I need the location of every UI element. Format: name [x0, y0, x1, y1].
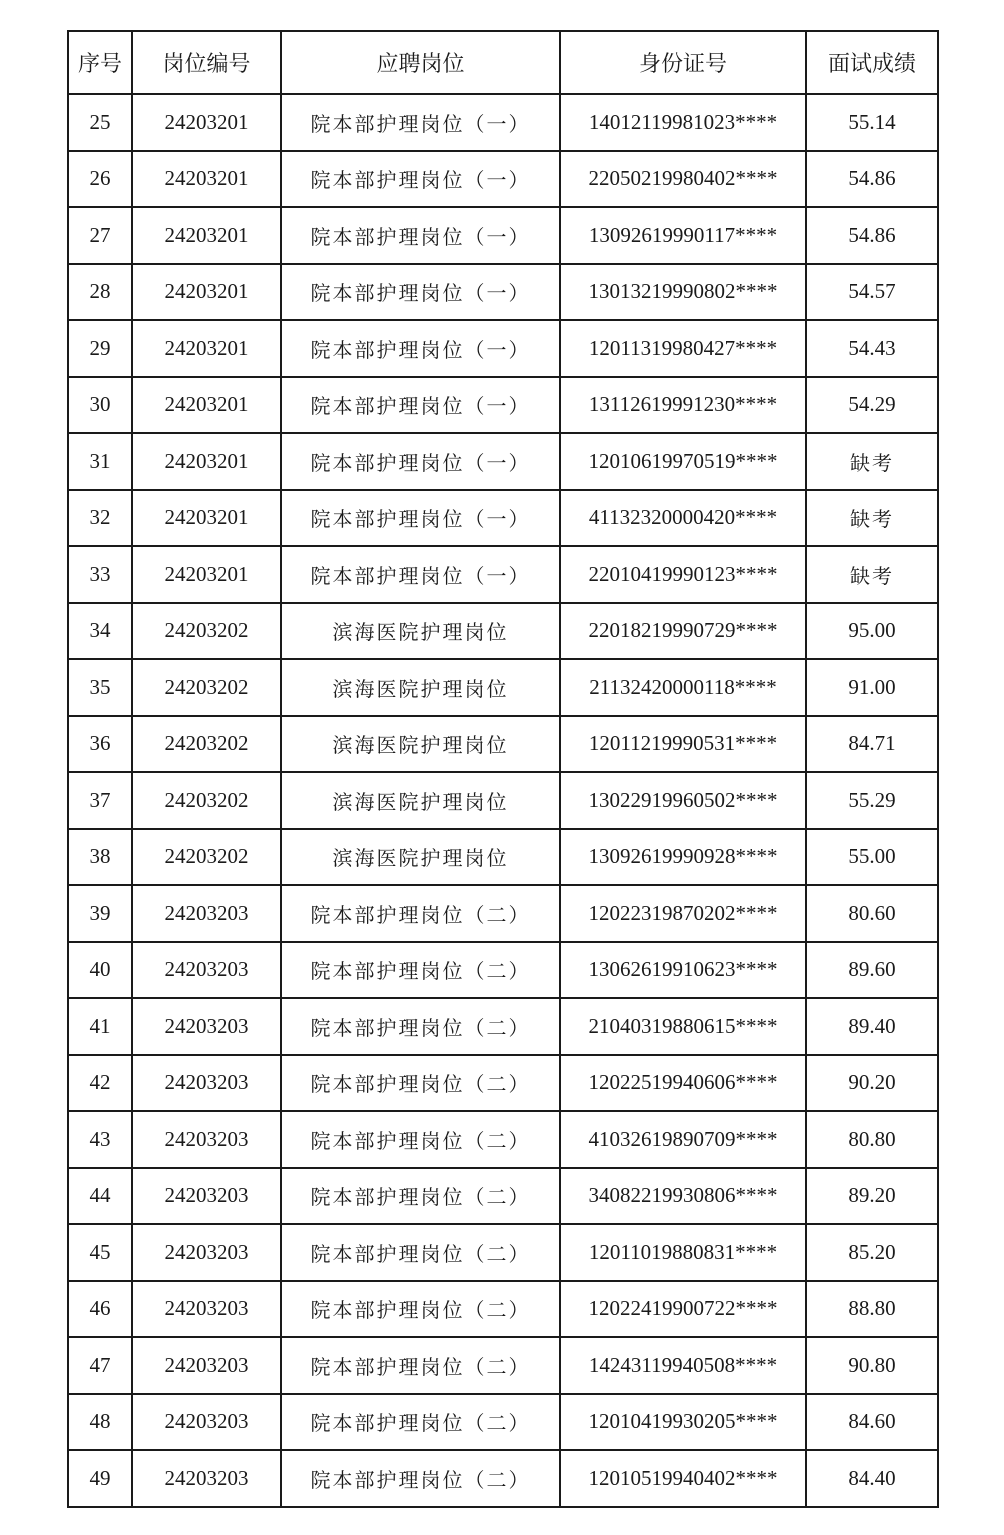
table-row — [68, 433, 938, 490]
row-position-code: 24203203 — [132, 885, 281, 942]
row-position-code: 24203203 — [132, 1055, 281, 1112]
row-id-number: 14012119981023**** — [560, 94, 806, 151]
row-position-name: 院本部护理岗位（一） — [281, 490, 560, 547]
row-position-name: 院本部护理岗位（二） — [281, 998, 560, 1055]
row-id-number: 13013219990802**** — [560, 264, 806, 321]
row-index: 30 — [68, 377, 132, 434]
header-row — [68, 31, 938, 94]
row-interview-score: 89.60 — [806, 942, 938, 999]
row-id-number: 12010419930205**** — [560, 1394, 806, 1451]
row-position-name: 院本部护理岗位（二） — [281, 1337, 560, 1394]
row-position-code: 24203203 — [132, 1450, 281, 1507]
table-row — [68, 716, 938, 773]
row-interview-score: 85.20 — [806, 1224, 938, 1281]
row-id-number: 13092619990928**** — [560, 829, 806, 886]
table-row — [68, 1168, 938, 1225]
row-id-number: 14243119940508**** — [560, 1337, 806, 1394]
row-index: 33 — [68, 546, 132, 603]
header-position-name: 应聘岗位 — [281, 31, 560, 94]
row-interview-score: 54.86 — [806, 207, 938, 264]
row-id-number: 13092619990117**** — [560, 207, 806, 264]
row-id-number: 12011219990531**** — [560, 716, 806, 773]
row-position-name: 院本部护理岗位（二） — [281, 1281, 560, 1338]
row-position-name: 院本部护理岗位（二） — [281, 942, 560, 999]
row-position-name: 滨海医院护理岗位 — [281, 603, 560, 660]
row-position-name: 院本部护理岗位（一） — [281, 433, 560, 490]
row-position-code: 24203202 — [132, 716, 281, 773]
row-id-number: 12011019880831**** — [560, 1224, 806, 1281]
table-row — [68, 490, 938, 547]
row-position-code: 24203203 — [132, 942, 281, 999]
row-position-code: 24203201 — [132, 377, 281, 434]
row-interview-score: 55.29 — [806, 772, 938, 829]
table-row — [68, 998, 938, 1055]
header-index: 序号 — [68, 31, 132, 94]
row-position-code: 24203201 — [132, 151, 281, 208]
row-index: 35 — [68, 659, 132, 716]
row-interview-score: 缺考 — [806, 546, 938, 603]
row-position-name: 院本部护理岗位（二） — [281, 1450, 560, 1507]
row-index: 25 — [68, 94, 132, 151]
header-position-code: 岗位编号 — [132, 31, 281, 94]
row-id-number: 12022419900722**** — [560, 1281, 806, 1338]
table-row — [68, 1055, 938, 1112]
row-id-number: 22018219990729**** — [560, 603, 806, 660]
row-interview-score: 89.20 — [806, 1168, 938, 1225]
row-index: 49 — [68, 1450, 132, 1507]
row-index: 39 — [68, 885, 132, 942]
row-position-name: 院本部护理岗位（一） — [281, 264, 560, 321]
table-body — [68, 94, 938, 1507]
table-row — [68, 377, 938, 434]
row-position-name: 滨海医院护理岗位 — [281, 716, 560, 773]
row-interview-score: 80.80 — [806, 1111, 938, 1168]
row-index: 48 — [68, 1394, 132, 1451]
row-position-name: 院本部护理岗位（一） — [281, 207, 560, 264]
row-index: 47 — [68, 1337, 132, 1394]
row-position-name: 院本部护理岗位（二） — [281, 1111, 560, 1168]
table-row — [68, 772, 938, 829]
table-row — [68, 207, 938, 264]
row-index: 45 — [68, 1224, 132, 1281]
row-id-number: 13112619991230**** — [560, 377, 806, 434]
row-interview-score: 缺考 — [806, 433, 938, 490]
row-position-name: 滨海医院护理岗位 — [281, 829, 560, 886]
row-position-code: 24203201 — [132, 207, 281, 264]
row-position-code: 24203202 — [132, 659, 281, 716]
row-position-name: 滨海医院护理岗位 — [281, 659, 560, 716]
row-index: 29 — [68, 320, 132, 377]
row-position-name: 院本部护理岗位（一） — [281, 151, 560, 208]
row-position-name: 院本部护理岗位（二） — [281, 885, 560, 942]
row-position-code: 24203203 — [132, 1394, 281, 1451]
table-row — [68, 94, 938, 151]
row-position-name: 院本部护理岗位（二） — [281, 1394, 560, 1451]
row-id-number: 12010619970519**** — [560, 433, 806, 490]
row-id-number: 41032619890709**** — [560, 1111, 806, 1168]
table-row — [68, 659, 938, 716]
header-interview-score: 面试成绩 — [806, 31, 938, 94]
row-index: 36 — [68, 716, 132, 773]
row-interview-score: 89.40 — [806, 998, 938, 1055]
row-interview-score: 90.80 — [806, 1337, 938, 1394]
row-position-code: 24203201 — [132, 320, 281, 377]
row-position-code: 24203203 — [132, 1337, 281, 1394]
table-row — [68, 546, 938, 603]
row-index: 31 — [68, 433, 132, 490]
row-interview-score: 88.80 — [806, 1281, 938, 1338]
row-position-name: 院本部护理岗位（一） — [281, 94, 560, 151]
row-index: 40 — [68, 942, 132, 999]
row-position-code: 24203202 — [132, 603, 281, 660]
row-interview-score: 95.00 — [806, 603, 938, 660]
table-row — [68, 1450, 938, 1507]
row-position-code: 24203201 — [132, 490, 281, 547]
row-index: 28 — [68, 264, 132, 321]
table-row — [68, 1111, 938, 1168]
table-row — [68, 885, 938, 942]
row-id-number: 12011319980427**** — [560, 320, 806, 377]
table-row — [68, 1337, 938, 1394]
row-position-code: 24203202 — [132, 829, 281, 886]
row-interview-score: 55.00 — [806, 829, 938, 886]
row-id-number: 22050219980402**** — [560, 151, 806, 208]
row-id-number: 12022519940606**** — [560, 1055, 806, 1112]
row-interview-score: 90.20 — [806, 1055, 938, 1112]
row-interview-score: 54.43 — [806, 320, 938, 377]
row-position-name: 院本部护理岗位（二） — [281, 1224, 560, 1281]
header-id-number: 身份证号 — [560, 31, 806, 94]
row-interview-score: 54.29 — [806, 377, 938, 434]
row-position-code: 24203203 — [132, 998, 281, 1055]
row-interview-score: 91.00 — [806, 659, 938, 716]
row-index: 42 — [68, 1055, 132, 1112]
row-index: 37 — [68, 772, 132, 829]
row-index: 44 — [68, 1168, 132, 1225]
table-row — [68, 320, 938, 377]
row-interview-score: 84.60 — [806, 1394, 938, 1451]
row-interview-score: 54.57 — [806, 264, 938, 321]
row-position-code: 24203201 — [132, 264, 281, 321]
row-index: 41 — [68, 998, 132, 1055]
row-index: 32 — [68, 490, 132, 547]
row-id-number: 22010419990123**** — [560, 546, 806, 603]
row-position-code: 24203201 — [132, 94, 281, 151]
row-id-number: 13062619910623**** — [560, 942, 806, 999]
row-index: 46 — [68, 1281, 132, 1338]
table-row — [68, 151, 938, 208]
row-interview-score: 54.86 — [806, 151, 938, 208]
table-row — [68, 942, 938, 999]
row-interview-score: 缺考 — [806, 490, 938, 547]
row-id-number: 21040319880615**** — [560, 998, 806, 1055]
row-id-number: 13022919960502**** — [560, 772, 806, 829]
row-position-code: 24203201 — [132, 433, 281, 490]
table-row — [68, 829, 938, 886]
table-row — [68, 1394, 938, 1451]
row-position-code: 24203203 — [132, 1168, 281, 1225]
row-position-code: 24203202 — [132, 772, 281, 829]
row-index: 26 — [68, 151, 132, 208]
row-position-code: 24203203 — [132, 1224, 281, 1281]
row-position-code: 24203203 — [132, 1111, 281, 1168]
row-id-number: 12022319870202**** — [560, 885, 806, 942]
row-position-name: 院本部护理岗位（二） — [281, 1168, 560, 1225]
table-row — [68, 1281, 938, 1338]
row-position-code: 24203203 — [132, 1281, 281, 1338]
row-id-number: 34082219930806**** — [560, 1168, 806, 1225]
table-row — [68, 603, 938, 660]
row-interview-score: 80.60 — [806, 885, 938, 942]
row-position-name: 院本部护理岗位（一） — [281, 320, 560, 377]
row-id-number: 12010519940402**** — [560, 1450, 806, 1507]
results-table — [67, 30, 939, 1508]
row-position-code: 24203201 — [132, 546, 281, 603]
table-row — [68, 264, 938, 321]
row-index: 38 — [68, 829, 132, 886]
row-id-number: 41132320000420**** — [560, 490, 806, 547]
row-position-name: 院本部护理岗位（一） — [281, 377, 560, 434]
row-position-name: 院本部护理岗位（一） — [281, 546, 560, 603]
row-id-number: 21132420000118**** — [560, 659, 806, 716]
row-index: 34 — [68, 603, 132, 660]
table-row — [68, 1224, 938, 1281]
row-position-name: 院本部护理岗位（二） — [281, 1055, 560, 1112]
row-index: 43 — [68, 1111, 132, 1168]
row-interview-score: 55.14 — [806, 94, 938, 151]
row-position-name: 滨海医院护理岗位 — [281, 772, 560, 829]
row-interview-score: 84.71 — [806, 716, 938, 773]
row-interview-score: 84.40 — [806, 1450, 938, 1507]
row-index: 27 — [68, 207, 132, 264]
